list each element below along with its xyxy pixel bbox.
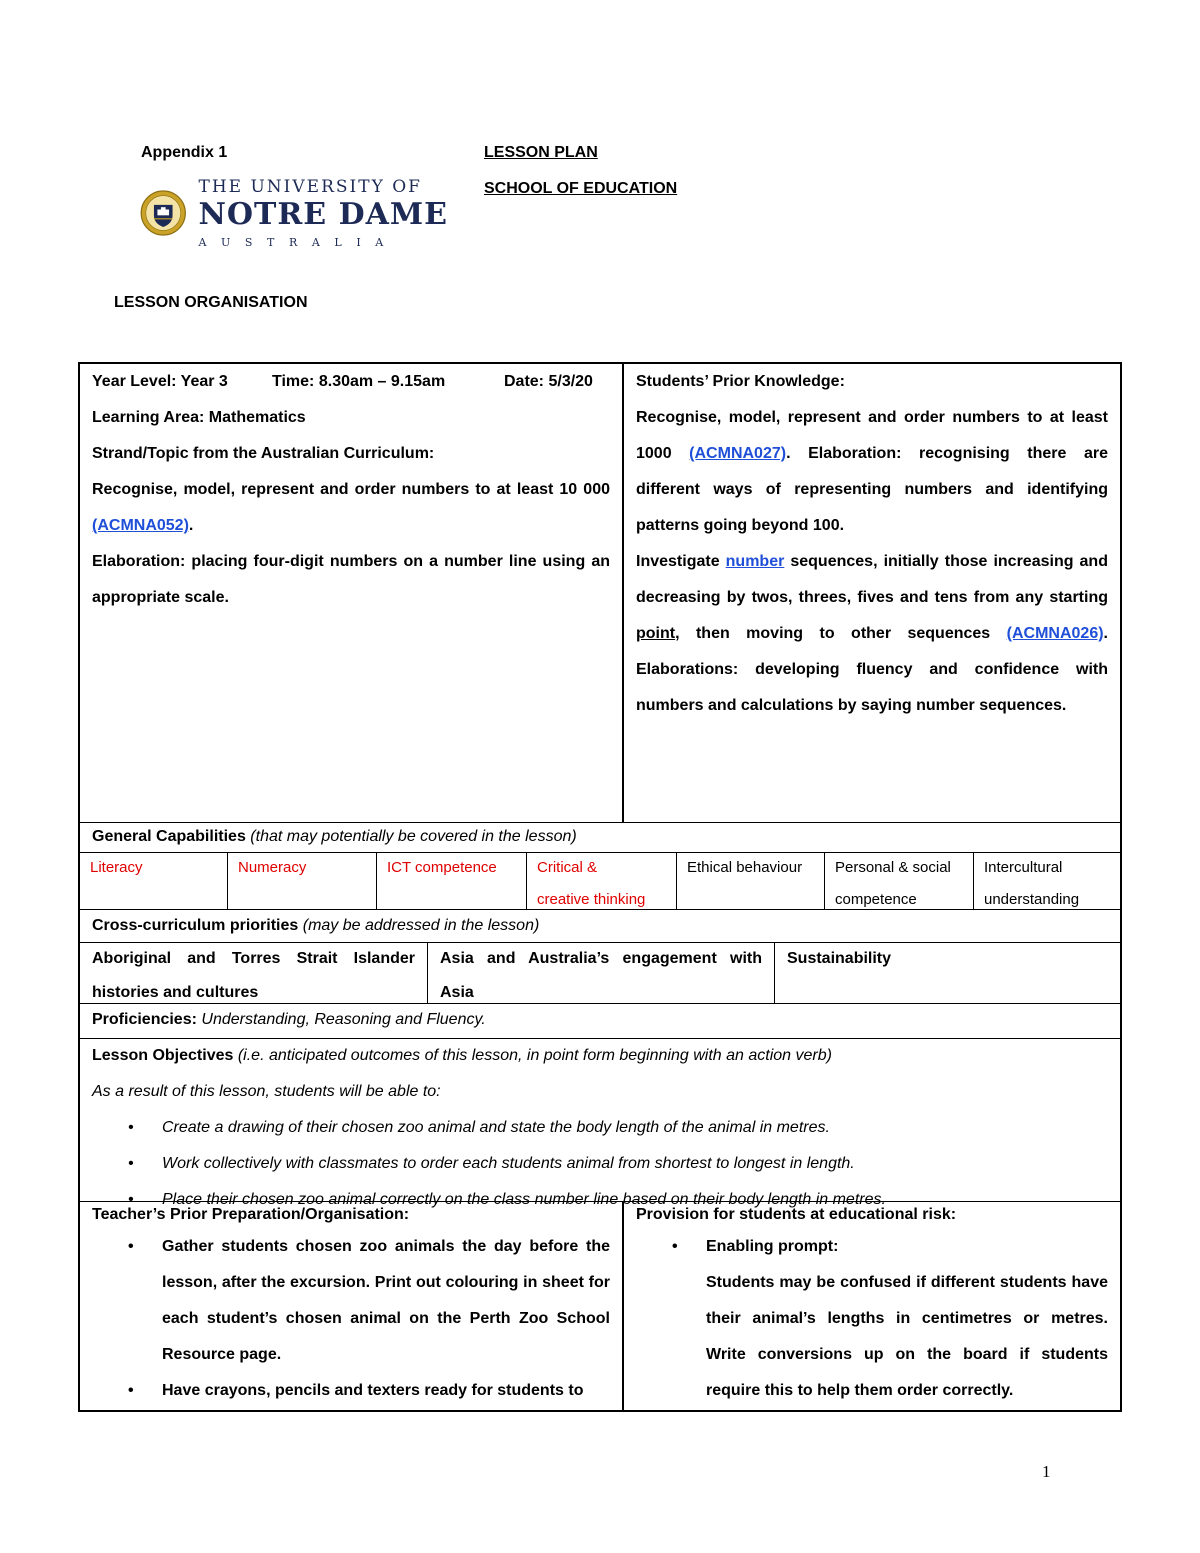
prior-knowledge-cell xyxy=(624,364,1120,724)
prior-knowledge-p2: Investigate number sequences, initially those increasing and decreasing by twos, threes, fives and tens from any starting point, then moving to other sequences (ACMNA026). Elaborations: developing fluency and confidence with numbers and calculations by saying number sequences. xyxy=(636,553,1108,714)
date-label: Date: xyxy=(504,373,545,390)
number-link[interactable]: number xyxy=(725,553,785,570)
teacher-prep-label: Teacher’s Prior Preparation/Organisation: xyxy=(92,1206,410,1223)
university-logo xyxy=(140,172,448,254)
capability-ict: ICT competence xyxy=(387,859,497,876)
prep-item: • Gather students chosen zoo animals the day before the lesson, after the excursion. Print out colouring in sheet for each student’s chosen animal on the Perth Zoo School Resource page. xyxy=(128,1238,610,1363)
logo-line-2: NOTRE DAME xyxy=(198,196,448,232)
point-link[interactable]: point xyxy=(636,625,676,642)
appendix-label: Appendix 1 xyxy=(141,144,228,161)
capability-personal-social: Personal & social competence xyxy=(835,859,951,908)
general-capabilities-row xyxy=(80,822,1120,852)
cross-curriculum-label: Cross-curriculum priorities xyxy=(92,917,299,934)
proficiencies-row xyxy=(80,1003,1120,1037)
lesson-plan-title: LESSON PLAN xyxy=(484,144,598,161)
provision-item: • Enabling prompt: xyxy=(672,1238,839,1255)
objective-item: • Place their chosen zoo animal correctly on the class number line based on their body length in metres. xyxy=(128,1191,886,1208)
page-number: 1 xyxy=(1042,1462,1051,1481)
cross-curriculum-note: (may be addressed in the lesson) xyxy=(302,917,540,934)
general-capabilities-note: (that may potentially be covered in the lesson) xyxy=(250,828,577,845)
general-capabilities-label: General Capabilities xyxy=(92,828,246,845)
provision-text: Students may be confused if different students have their animal’s lengths in centimetres or metres. Write conversions up on the board if students require this to help them order correctly. xyxy=(706,1274,1108,1399)
learning-area-label: Learning Area: xyxy=(92,409,205,426)
cross-curriculum-row xyxy=(80,909,1120,942)
time-label: Time: xyxy=(272,373,315,390)
time-value: 8.30am – 9.15am xyxy=(318,373,446,390)
logo-line-3: AUSTRALIA xyxy=(198,235,398,249)
prep-item: • Have crayons, pencils and texters ready for students to xyxy=(128,1382,584,1399)
capability-intercultural: Intercultural understanding xyxy=(984,859,1080,908)
acmna052-link[interactable]: (ACMNA052) xyxy=(92,517,189,534)
year-level-value: Year 3 xyxy=(180,373,228,390)
prior-knowledge-label: Students’ Prior Knowledge: xyxy=(636,373,845,390)
proficiencies-value: Understanding, Reasoning and Fluency. xyxy=(201,1011,486,1028)
priority-asia: Asia and Australia’s engagement with Asia xyxy=(440,950,762,1001)
acmna026-link[interactable]: (ACMNA026) xyxy=(1006,625,1104,642)
objective-item: • Create a drawing of their chosen zoo animal and state the body length of the animal in metres. xyxy=(128,1119,830,1136)
priority-aboriginal: Aboriginal and Torres Strait Islander histories and cultures xyxy=(92,950,415,1001)
strand-text: Recognise, model, represent and order numbers to at least 10 000 (ACMNA052). xyxy=(92,481,610,534)
lesson-details-cell xyxy=(80,364,622,616)
lesson-objectives-cell xyxy=(80,1038,1120,1218)
provision-label: Provision for students at educational risk: xyxy=(636,1206,957,1223)
year-level-label: Year Level: xyxy=(92,373,177,390)
capability-numeracy: Numeracy xyxy=(238,859,307,876)
lesson-organisation-heading: LESSON ORGANISATION xyxy=(114,294,308,311)
logo-line-1: THE UNIVERSITY OF xyxy=(198,176,422,197)
provision-cell xyxy=(624,1201,1120,1412)
learning-area-value: Mathematics xyxy=(208,409,306,426)
strand-elaboration: Elaboration: placing four-digit numbers on a number line using an appropriate scale. xyxy=(92,553,610,606)
capability-ethical: Ethical behaviour xyxy=(687,859,803,876)
capability-literacy: Literacy xyxy=(90,859,143,876)
objective-item: • Work collectively with classmates to order each students animal from shortest to longest in length. xyxy=(128,1155,855,1172)
priority-sustainability: Sustainability xyxy=(787,950,892,967)
objectives-note: (i.e. anticipated outcomes of this lesson, in point form beginning with an action verb) xyxy=(237,1047,832,1064)
prior-knowledge-p1: Recognise, model, represent and order numbers to at least 1000 (ACMNA027). Elaboration: recognising there are different ways of representing numbers and identifying patterns going beyond 100. xyxy=(636,409,1108,534)
acmna027-link[interactable]: (ACMNA027) xyxy=(689,445,787,462)
teacher-prep-cell xyxy=(80,1201,622,1412)
school-title: SCHOOL OF EDUCATION xyxy=(484,180,678,197)
university-seal-icon xyxy=(140,173,187,253)
proficiencies-label: Proficiencies: xyxy=(92,1011,197,1028)
capability-critical-thinking: Critical & creative thinking xyxy=(537,859,646,908)
strand-label: Strand/Topic from the Australian Curriculum: xyxy=(92,445,435,462)
lesson-plan-table xyxy=(78,362,1122,1412)
objectives-label: Lesson Objectives xyxy=(92,1047,234,1064)
date-value: 5/3/20 xyxy=(548,373,593,390)
objectives-intro: As a result of this lesson, students will be able to: xyxy=(92,1083,441,1100)
